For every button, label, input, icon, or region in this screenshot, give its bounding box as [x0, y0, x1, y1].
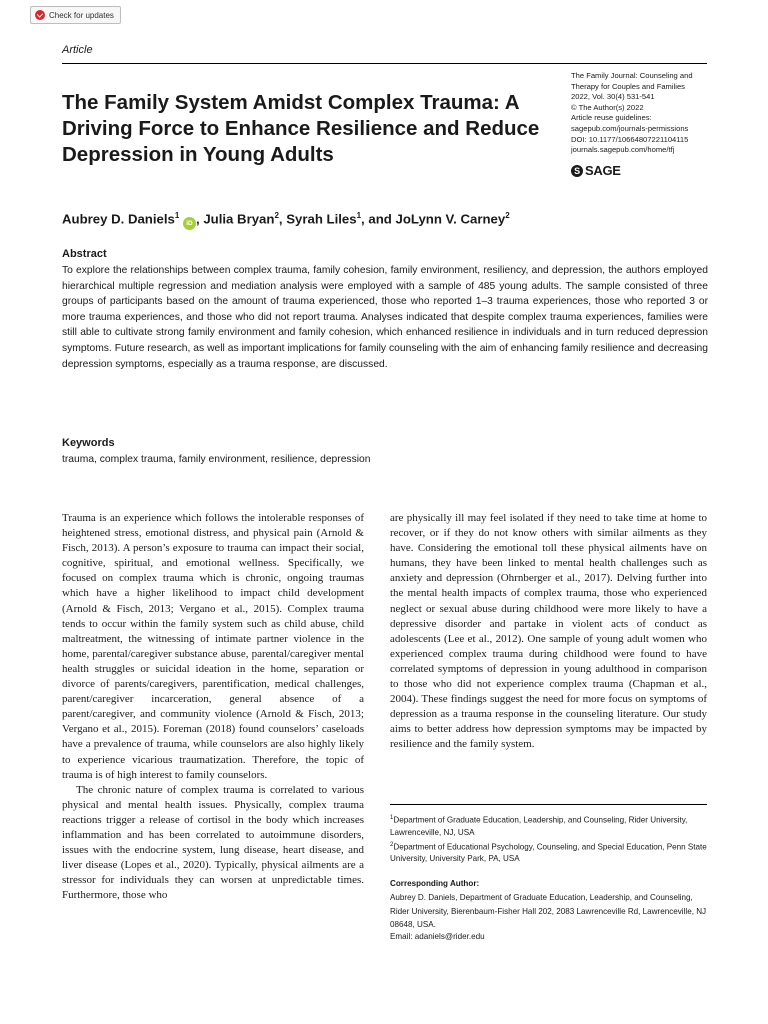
affiliations [390, 812, 707, 865]
orcid-icon[interactable]: iD [183, 217, 196, 230]
author-name: , and JoLynn V. Carney [361, 211, 506, 227]
journal-line: © The Author(s) 2022 [571, 102, 644, 112]
update-check-icon [35, 10, 45, 20]
abstract-heading: Abstract [62, 248, 107, 260]
footnote-rule [390, 804, 707, 805]
check-for-updates-label: Check for updates [49, 10, 114, 20]
body-paragraph: are physically ill may feel isolated if they need to take time at home to recover, or if they do not know others with similar ailments as they have. Considering the emotional toll these physical ailments have on humans, they have been linked to mental health challenges such as anxiety and depression (Ohrnberger et al., 2017). Delving further into the mental health impacts of complex trauma, those who experienced neglect or sexual abuse during childhood were more likely to have a depressive disorder and partake in violent acts of conduct as adolescents (Lee et al., 2012). One sample of young adult women who experienced complex trauma during childhood were found to have correlated symptoms of depression in young adulthood in comparison to those who did not experience complex trauma (Chapman et al., 2004). These findings suggest the need for more focus on symptoms of depression as a trauma response in the counseling literature. Our study aims to better address how depression symptoms may be impacted by resilience and the family system. [390, 512, 707, 751]
author-name: , Julia Bryan [196, 211, 275, 227]
reuse-guidelines-link[interactable]: sagepub.com/journals-permissions [571, 123, 689, 133]
check-for-updates-button[interactable] [30, 6, 121, 24]
abstract-text: To explore the relationships between complex trauma, family cohesion, family environment, resiliency, and depression, the authors employed hierarchical multiple regression and mediation analysis were employed with a sample of 485 young adults. The sample consisted of three groups of participants based on the amount of trauma experienced, those who reported 1–3 trauma experiences, those who reported 3 or more trauma experiences, and those who did not report trauma. Analyses indicated that despite complex trauma experiences, families were still able to cultivate strong family environment and family cohesion, which enhanced resilience in individuals and in turn reduced depression symptoms. Future research, as well as important implications for family counseling with the aim of enhancing family resilience and decreasing depression symptoms, especially as a trauma response, are discussed. [62, 265, 708, 370]
keywords-text: trauma, complex trauma, family environment, resilience, depression [62, 454, 371, 465]
affiliation-marker: 2 [505, 211, 510, 220]
affiliation-text: Department of Educational Psychology, Counseling, and Special Education, Penn State University, University Park, PA, USA [390, 842, 707, 864]
journal-line: 2022, Vol. 30(4) 531-541 [571, 92, 655, 102]
paper-title: The Family System Amidst Complex Trauma: A Driving Force to Enhance Resilience and Reduce Depression in Young Adults [62, 91, 540, 166]
author-name: Aubrey D. Daniels [62, 211, 175, 227]
affiliation-marker: 1 [390, 815, 394, 821]
body-column-right [390, 511, 707, 753]
journal-info [571, 71, 711, 156]
sage-mark-icon: S [571, 165, 583, 177]
affiliation-marker: 1 [174, 211, 180, 220]
corresponding-author-heading: Corresponding Author: [390, 879, 480, 888]
affiliation-1 [390, 812, 707, 839]
affiliation-2 [390, 839, 707, 866]
journal-line: The Family Journal: Counseling and [571, 71, 693, 80]
sage-logo-text: SAGE [585, 163, 621, 178]
body-column-left [62, 511, 364, 903]
body-paragraph: Trauma is an experience which follows the intolerable responses of heightened stress, emotional distress, and physical pain (Arnold & Fisch, 2013). A person’s exposure to trauma can impact their social, cognitive, spiritual, and emotional wellness. Specifically, we focused on complex trauma which is chronic, ongoing traumas which have a higher likelihood to impact child development (Arnold & Fisch, 2013; Vergano et al., 2015). Complex trauma tends to occur within the family system such as child abuse, child maltreatment, the witnessing of intimate partner violence in the home, parental/caregiver substance abuse, parental/caregiver mental health struggles or suicidal ideation in the home, separation or divorce of parents/caregivers, parentification, medical challenges, parent/caregiver incarceration, general absence of a parent/caregiver, and community violence (Arnold & Fisch, 2013; Vergano et al., 2015). Foreman (2018) found counselors’ caseloads have a prevalence of trauma, while counselors are also highly likely to experience vicarious traumatization. Therefore, the topic of trauma is of high interest to family counselors. [62, 512, 364, 781]
affiliation-marker: 1 [356, 211, 362, 220]
affiliation-marker: 2 [274, 211, 279, 220]
journal-line: Therapy for Couples and Families [571, 81, 685, 91]
body-paragraph: The chronic nature of complex trauma is correlated to various physical and mental health issues. Physically, complex trauma reactions trigger a release of cortisol in the body which increases inflammation and has been correlated to autoimmune disorders, issues with the endocrine system, lung disease, heart disease, and liver disease (Lopes et al., 2020). Typically, physical ailments are a stressor for individuals they can worsen at unpredictable times. Furthermore, those who [62, 783, 364, 902]
header-rule [62, 63, 707, 64]
corresponding-author-address: Aubrey D. Daniels, Department of Graduate Education, Leadership, and Counseling, Rider University, Bierenbaum-Fisher Hall 202, 2083 Lawrenceville Rd, Lawrenceville, NJ 08648, USA. [390, 893, 707, 929]
doi-link[interactable]: DOI: 10.1177/10664807221104115 [571, 134, 689, 144]
author-list [62, 211, 510, 230]
journal-line: Article reuse guidelines: [571, 113, 652, 123]
article-type-label: Article [62, 44, 93, 56]
keywords-heading: Keywords [62, 437, 115, 449]
journal-home-link[interactable]: journals.sagepub.com/home/tfj [571, 145, 675, 155]
affiliation-text: Department of Graduate Education, Leadership, and Counseling, Rider University, Lawrenceville, NJ, USA [390, 815, 688, 837]
corresponding-author-email[interactable]: Email: adaniels@rider.edu [390, 932, 485, 941]
sage-logo [571, 163, 621, 178]
affiliation-marker: 2 [390, 841, 394, 848]
author-name: , Syrah Liles [278, 211, 357, 227]
